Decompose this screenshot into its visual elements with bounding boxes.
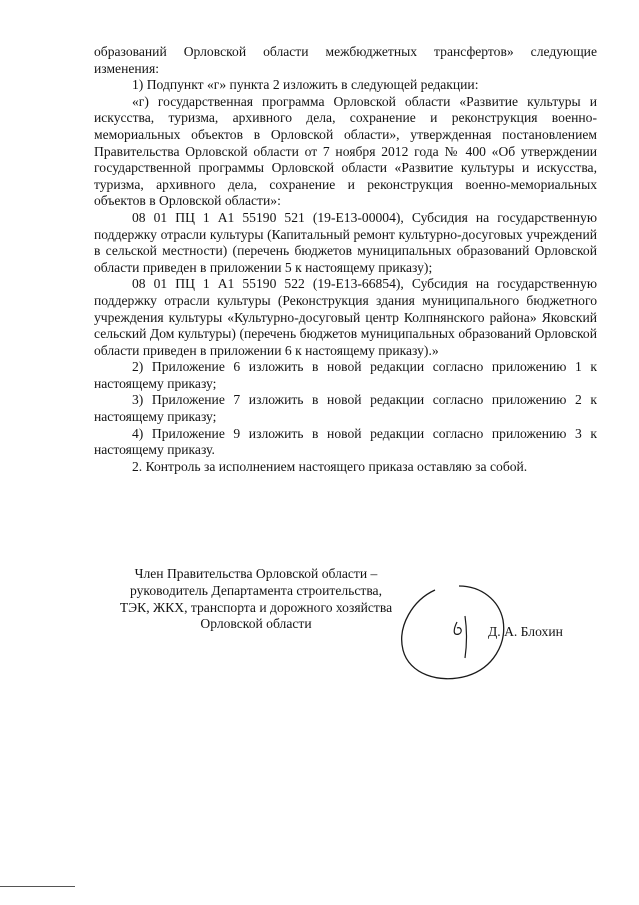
signer-position-line: ТЭК, ЖКХ, транспорта и дорожного хозяйства — [119, 599, 393, 615]
signer-name: Д. А. Блохин — [488, 624, 563, 639]
paragraph-3: «г) государственная программа Орловской области «Развитие культуры и искусства, туризма, архивного дела, сохранение и реконструкция военно-мемориальных объектов в Орловской области», утвержденная постановлением Правительства Орловской области от 7 ноября 2012 года № 400 «Об утверждении государственной программы Орловской области «Развитие культуры и искусства, туризма, архивного дела, сохранение и реконструкция военно-мемориальных объектов в Орловской области»: — [94, 93, 597, 209]
signer-position — [96, 566, 416, 633]
document-body — [94, 44, 597, 475]
paragraph-4: 08 01 ПЦ 1 А1 55190 521 (19-Е13-00004), Субсидия на государственную поддержку отрасли культуры (Капитальный ремонт культурно-досуговых учреждений в сельской местности) (перечень бюджетов муниципальных образований Орловской области приведен в приложении 5 к настоящему приказу); — [94, 209, 597, 275]
signer-position-line: Член Правительства Орловской области – — [134, 566, 378, 581]
paragraph-2: 1) Подпункт «г» пункта 2 изложить в следующей редакции: — [132, 77, 479, 93]
paragraph-9: 2. Контроль за исполнением настоящего приказа оставляю за собой. — [132, 458, 528, 474]
footer-divider — [0, 886, 75, 887]
signer-position-line: руководитель Департамента строительства, — [129, 582, 382, 598]
paragraph-8: 4) Приложение 9 изложить в новой редакции согласно приложению 3 к настоящему приказу. — [94, 425, 597, 458]
signer-position-line: Орловской области — [200, 616, 312, 632]
paragraph-5: 08 01 ПЦ 1 А1 55190 522 (19-Е13-66854), Субсидия на государственную поддержку отрасли культуры (Реконструкция здания муниципального бюджетного учреждения культуры «Культурно-досуговый центр Колпнянского района» Яковский сельский Дом культуры) (перечень бюджетов муниципальных образований Орловской области приведен в приложении 6 к настоящему приказу).» — [94, 276, 597, 358]
paragraph-1: образований Орловской области межбюджетных трансфертов» следующие изменения: — [94, 44, 597, 76]
paragraph-7: 3) Приложение 7 изложить в новой редакции согласно приложению 2 к настоящему приказу; — [94, 392, 597, 425]
paragraph-6: 2) Приложение 6 изложить в новой редакции согласно приложению 1 к настоящему приказу; — [94, 359, 597, 391]
